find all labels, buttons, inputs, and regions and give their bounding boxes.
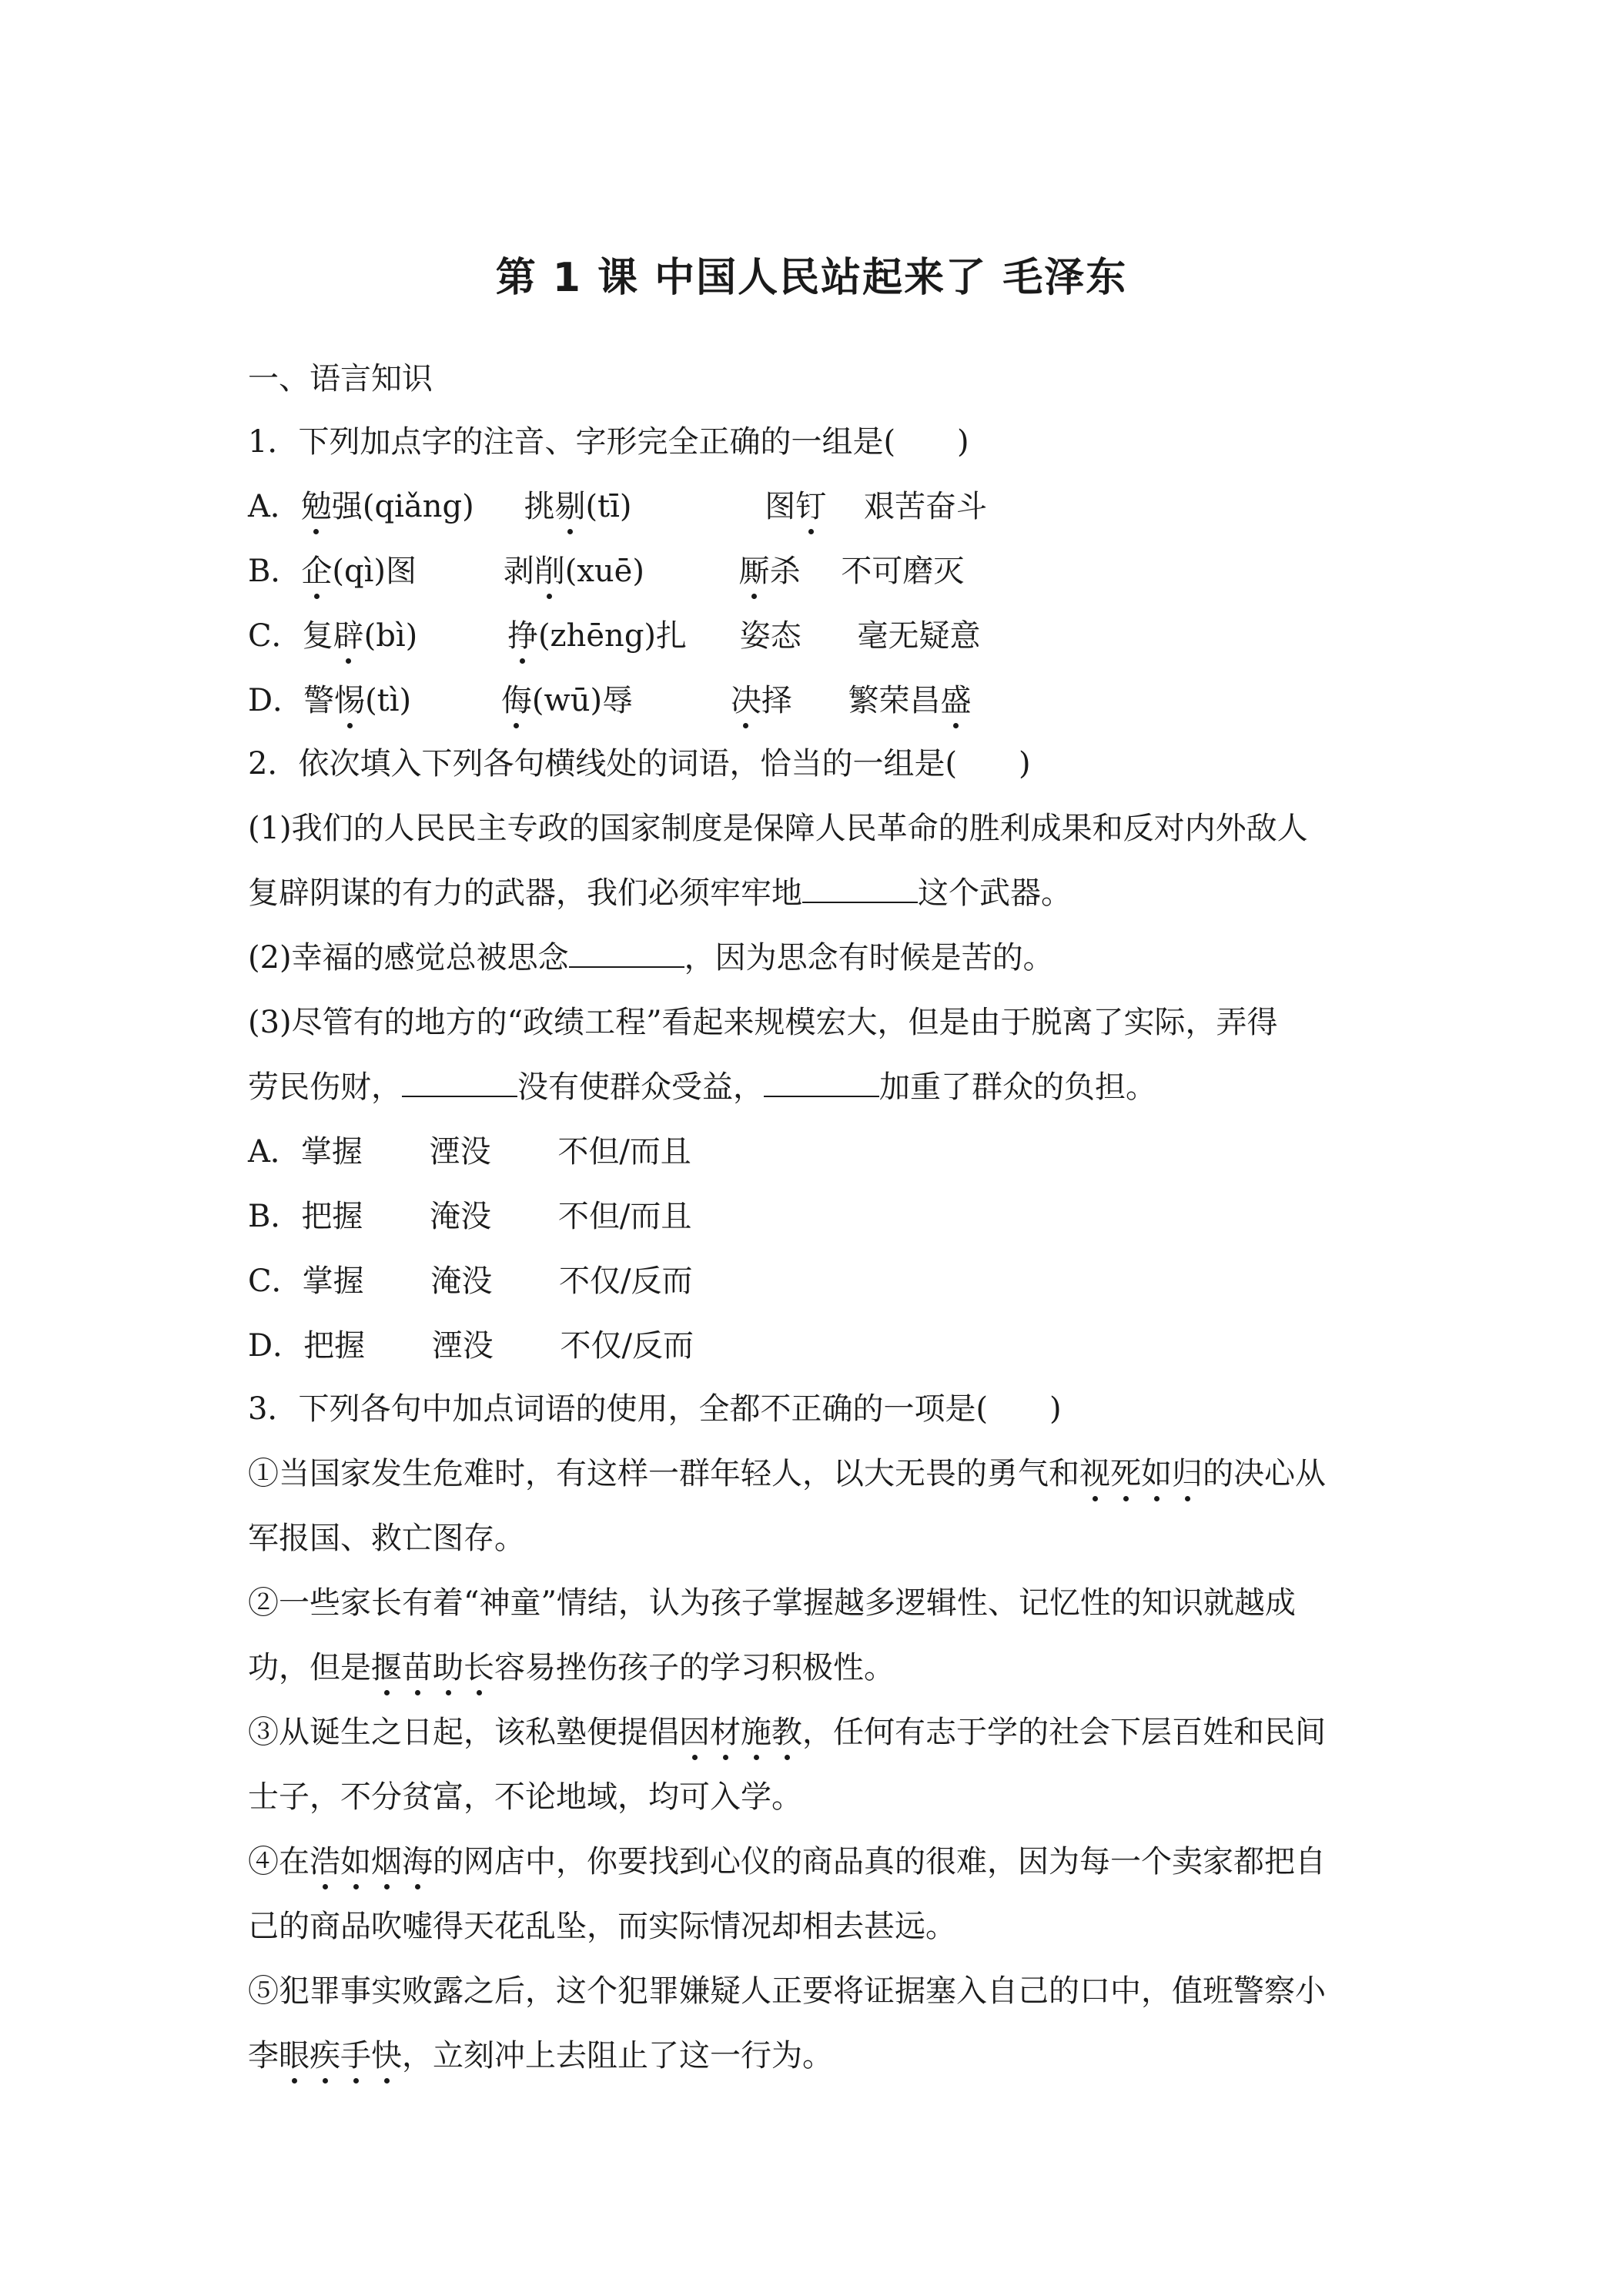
- dotted-char: 钉: [795, 489, 827, 524]
- q1-option-b: B．企(qì)图 剥削(xuē) 厮杀 不可磨灭: [248, 554, 965, 589]
- question-1-stem: 1．下列加点字的注音、字形完全正确的一组是( ): [248, 424, 969, 460]
- q3-item-3: ③从诞生之日起，该私塾便提倡因材施教，任何有志于学的社会下层百姓和民间: [248, 1715, 1326, 1750]
- q2-sentence-2: (2)幸福的感觉总被思念 ，因为思念有时候是苦的。: [248, 940, 1054, 976]
- section-heading: 一、语言知识: [248, 361, 433, 397]
- q2-option-c: C．掌握 淹没 不仅/反而: [248, 1263, 693, 1299]
- dotted-char: 挣: [507, 618, 538, 654]
- dotted-char: 浩: [310, 1844, 340, 1879]
- q2-option-d: D．把握 湮没 不仅/反而: [248, 1328, 694, 1364]
- dotted-char: 如: [1141, 1456, 1172, 1491]
- fill-blank: [569, 940, 684, 968]
- q1-option-d: D．警惕(tì) 侮(wū)辱 决择 繁荣昌盛: [248, 683, 972, 718]
- dotted-char: 材: [710, 1715, 741, 1750]
- q1-option-c: C．复辟(bì) 挣(zhēng)扎 姿态 毫无疑意: [248, 618, 981, 654]
- dotted-char: 助: [433, 1650, 463, 1685]
- question-3-stem: 3．下列各句中加点词语的使用，全都不正确的一项是( ): [248, 1391, 1062, 1427]
- dotted-char: 疾: [310, 2038, 340, 2073]
- dotted-char: 教: [771, 1715, 802, 1750]
- dotted-char: 侮: [500, 683, 532, 718]
- dotted-char: 死: [1110, 1456, 1141, 1491]
- dotted-char: 辟: [333, 618, 364, 654]
- q3-item-1: ①当国家发生危难时，有这样一群年轻人，以大无畏的勇气和视死如归的决心从: [248, 1456, 1326, 1491]
- dotted-char: 烟: [371, 1844, 402, 1879]
- dotted-char: 勉: [300, 489, 332, 524]
- q3-item-1-cont: 军报国、救亡图存。: [248, 1521, 525, 1556]
- question-2-stem: 2．依次填入下列各句横线处的词语，恰当的一组是( ): [248, 746, 1031, 782]
- dotted-char: 归: [1172, 1456, 1203, 1491]
- dotted-char: 盛: [940, 683, 972, 718]
- fill-blank: [802, 875, 918, 903]
- fill-blank: [402, 1069, 517, 1097]
- dotted-char: 削: [534, 554, 565, 589]
- q3-item-2: ②一些家长有着“神童”情结，认为孩子掌握越多逻辑性、记忆性的知识就越成: [248, 1585, 1296, 1621]
- dotted-char: 施: [741, 1715, 771, 1750]
- q3-item-3-cont: 士子，不分贫富，不论地域，均可入学。: [248, 1779, 802, 1815]
- dotted-char: 决: [730, 683, 761, 718]
- dotted-char: 因: [679, 1715, 710, 1750]
- dotted-char: 揠: [371, 1650, 402, 1685]
- dotted-char: 眼: [279, 2038, 310, 2073]
- q3-item-5-cont: 李眼疾手快，立刻冲上去阻止了这一行为。: [248, 2038, 833, 2073]
- q3-item-5: ⑤犯罪事实败露之后，这个犯罪嫌疑人正要将证据塞入自己的口中，值班警察小: [248, 1973, 1326, 2009]
- dotted-char: 剔: [554, 489, 586, 524]
- q3-item-4: ④在浩如烟海的网店中，你要找到心仪的商品真的很难，因为每一个卖家都把自: [248, 1844, 1326, 1879]
- dotted-char: 苗: [402, 1650, 433, 1685]
- dotted-char: 手: [340, 2038, 371, 2073]
- dotted-char: 长: [463, 1650, 494, 1685]
- q2-option-a: A．掌握 湮没 不但/而且: [248, 1134, 691, 1170]
- dotted-char: 海: [402, 1844, 433, 1879]
- q2-sentence-3-cont: 劳民伤财， 没有使群众受益， 加重了群众的负担。: [248, 1069, 1156, 1105]
- q2-sentence-1: (1)我们的人民民主专政的国家制度是保障人民革命的胜利成果和反对内外敌人: [248, 811, 1308, 846]
- q3-item-4-cont: 己的商品吹嘘得天花乱坠，而实际情况却相去甚远。: [248, 1909, 956, 1944]
- dotted-char: 惕: [334, 683, 366, 718]
- q3-item-2-cont: 功，但是揠苗助长容易挫伤孩子的学习积极性。: [248, 1650, 895, 1685]
- q1-option-a: A．勉强(qiǎng) 挑剔(tī) 图钉 艰苦奋斗: [248, 489, 987, 524]
- q2-sentence-3: (3)尽管有的地方的“政绩工程”看起来规模宏大，但是由于脱离了实际，弄得: [248, 1005, 1278, 1040]
- dotted-char: 视: [1079, 1456, 1110, 1491]
- dotted-char: 企: [301, 554, 333, 589]
- page-title: 第 1 课 中国人民站起来了 毛泽东: [495, 255, 1128, 301]
- q2-sentence-1-cont: 复辟阴谋的有力的武器，我们必须牢牢地 这个武器。: [248, 875, 1072, 911]
- dotted-char: 厮: [738, 554, 770, 589]
- q2-option-b: B．把握 淹没 不但/而且: [248, 1199, 692, 1234]
- dotted-char: 快: [371, 2038, 402, 2073]
- dotted-char: 如: [340, 1844, 371, 1879]
- fill-blank: [764, 1069, 879, 1097]
